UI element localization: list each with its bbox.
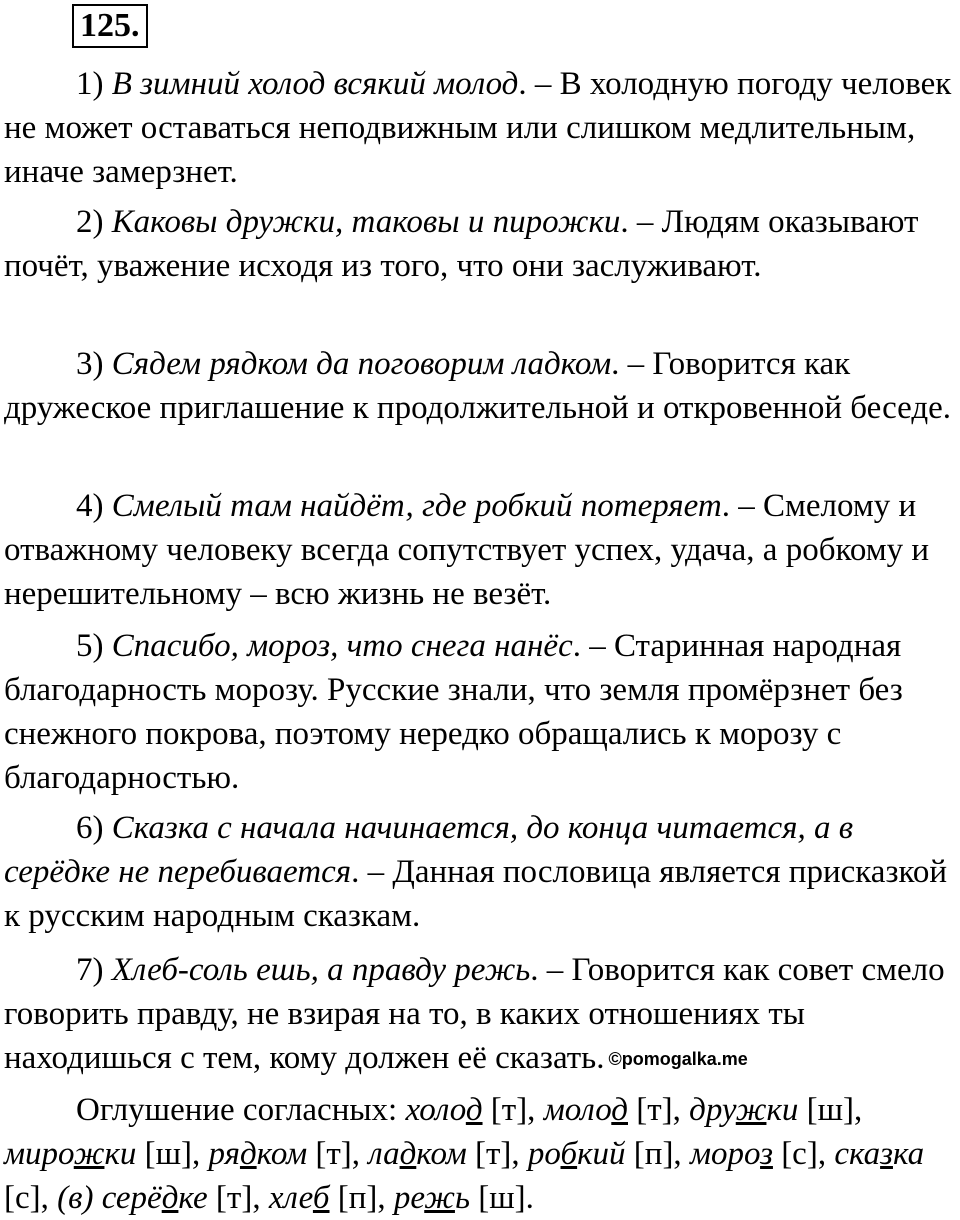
sound-transcription: [с], <box>772 1136 835 1172</box>
sound-transcription: [с], <box>4 1180 58 1216</box>
word-part: ком <box>416 1136 467 1172</box>
devoiced-word <box>690 1136 773 1172</box>
answer-item-2 <box>4 200 956 288</box>
sound-transcription: [т], <box>466 1136 528 1172</box>
devoiced-word <box>544 1092 628 1128</box>
item-dash: . – <box>611 346 645 382</box>
item-dash: . – <box>572 628 606 664</box>
word-part: ла <box>368 1136 400 1172</box>
explanation-text: Говорится как совет смело говорить правду, не взирая на то, в каких отношениях ты находишься с тем, кому должен её сказать. <box>4 952 945 1076</box>
devoiced-letter: д <box>399 1136 417 1172</box>
devoiced-letter: д <box>611 1092 628 1128</box>
sound-transcription: [ш], <box>798 1092 863 1128</box>
explanation-text: Данная пословица является присказкой к русским народным сказкам. <box>4 854 947 934</box>
word-part: ки <box>104 1136 137 1172</box>
item-number: 2) <box>76 204 104 240</box>
explanation-text: Смелому и отважному человеку всегда сопутствует успех, удача, а робкому и нерешительному – всю жизнь не везёт. <box>4 488 930 612</box>
item-number: 5) <box>76 628 104 664</box>
item-dash: . – <box>530 952 564 988</box>
word-part: ки <box>766 1092 799 1128</box>
item-dash: . – <box>518 66 552 102</box>
devoiced-word <box>405 1092 482 1128</box>
word-part: ком <box>256 1136 308 1172</box>
item-number: 3) <box>76 346 104 382</box>
sound-transcription: [т], <box>482 1092 544 1128</box>
devoiced-letter: з <box>880 1136 893 1172</box>
devoiced-letter: д <box>161 1180 179 1216</box>
item-number: 6) <box>76 810 104 846</box>
item-number: 7) <box>76 952 104 988</box>
devoiced-letter: б <box>312 1180 330 1216</box>
sound-transcription: [п], <box>329 1180 394 1216</box>
word-part: дру <box>689 1092 736 1128</box>
word-part: (в) серё <box>57 1180 162 1216</box>
devoiced-word <box>394 1180 470 1216</box>
word-part: ке <box>178 1180 208 1216</box>
devoiced-letter: ж <box>735 1092 767 1128</box>
sound-transcription: [ш], <box>136 1136 209 1172</box>
sound-transcription: [ш]. <box>469 1180 534 1216</box>
sound-transcription: [т], <box>307 1136 369 1172</box>
devoiced-letter: ж <box>73 1136 105 1172</box>
word-part: ря <box>208 1136 240 1172</box>
item-dash: . – <box>620 204 654 240</box>
item-dash: . – <box>721 488 755 524</box>
item-dash: . – <box>351 854 385 890</box>
answer-item-6 <box>4 806 956 938</box>
explanation-text: Людям оказывают почёт, уважение исходя из того, что они заслуживают. <box>4 204 919 284</box>
devoiced-letter: д <box>239 1136 257 1172</box>
word-part: моло <box>543 1092 612 1128</box>
devoiced-letter: д <box>465 1092 483 1128</box>
devoiced-word <box>57 1180 208 1216</box>
explanation-text: В холодную погоду человек не может оставаться неподвижным или слишком медлительным, иначе замерзнет. <box>4 66 952 190</box>
devoiced-word <box>269 1180 330 1216</box>
watermark: ©pomogalka.me <box>608 1049 748 1069</box>
devoiced-word <box>689 1092 798 1128</box>
answer-item-3 <box>4 342 956 430</box>
devoiced-word <box>834 1136 924 1172</box>
proverb-text: Сядем рядком да поговорим ладком <box>111 346 612 382</box>
item-number: 1) <box>76 66 104 102</box>
word-part: ска <box>834 1136 881 1172</box>
answer-item-7 <box>4 948 956 1081</box>
word-part: холо <box>405 1092 466 1128</box>
explanation-text: Говорится как дружеское приглашение к продолжительной и откровенной беседе. <box>4 346 952 426</box>
devoiced-letter: з <box>760 1136 773 1172</box>
sound-transcription: [т], <box>207 1180 269 1216</box>
devoiced-word <box>209 1136 308 1172</box>
word-part: ка <box>892 1136 925 1172</box>
explanation-text: Старинная народная благодарность морозу. Русские знали, что земля промёрзнет без снежного покрова, поэтому нередко обращались к морозу с благодарностью. <box>4 628 903 796</box>
devoicing-paragraph <box>4 1088 956 1220</box>
answer-item-1 <box>4 62 956 194</box>
proverb-text: Спасибо, мороз, что снега нанёс <box>111 628 573 664</box>
word-part: миро <box>4 1136 74 1172</box>
devoiced-word <box>4 1136 136 1172</box>
exercise-number: 125. <box>72 4 148 48</box>
devoiced-letter: б <box>560 1136 578 1172</box>
proverb-text: Каковы дружки, таковы и пирожки <box>111 204 621 240</box>
proverb-text: Смелый там найдёт, где робкий потеряет <box>111 488 722 524</box>
proverb-text: В зимний холод всякий молод <box>111 66 519 102</box>
item-number: 4) <box>76 488 104 524</box>
proverb-text: Сказка с начала начинается, до конца читается, а в серёдке не перебивается <box>4 810 854 890</box>
proverb-text: Хлеб-соль ешь, а правду режь <box>111 952 531 988</box>
word-part: кий <box>577 1136 626 1172</box>
sound-transcription: [т], <box>628 1092 690 1128</box>
word-part: ро <box>527 1136 561 1172</box>
answer-item-4 <box>4 484 956 616</box>
devoiced-word <box>528 1136 626 1172</box>
word-part: моро <box>689 1136 761 1172</box>
word-part: ь <box>454 1180 470 1216</box>
sound-transcription: [п], <box>625 1136 690 1172</box>
devoiced-word <box>368 1136 466 1172</box>
devoiced-letter: ж <box>424 1180 455 1216</box>
devoicing-intro: Оглушение согласных: <box>76 1092 406 1128</box>
word-part: ре <box>393 1180 425 1216</box>
answer-item-5 <box>4 624 956 800</box>
word-part: хле <box>268 1180 313 1216</box>
